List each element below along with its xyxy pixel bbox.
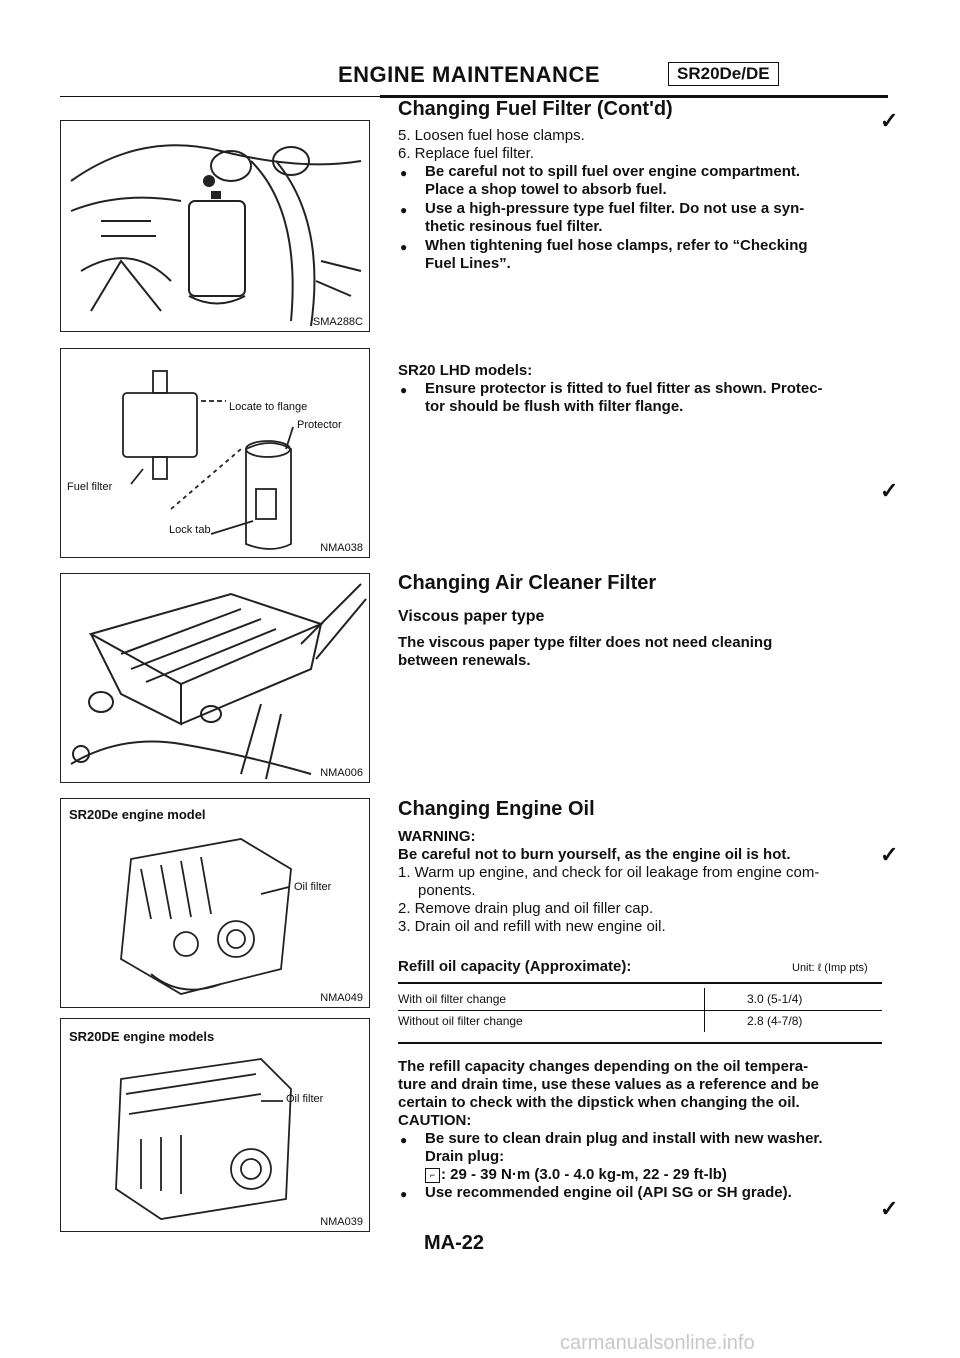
air-cleaner-text-line2: between renewals. xyxy=(398,652,531,669)
air-cleaner-text-line1: The viscous paper type filter does not need cleaning xyxy=(398,634,773,651)
bullet-icon: ● xyxy=(400,240,408,254)
bullet-icon: ● xyxy=(400,383,408,397)
header-rule-left xyxy=(60,96,380,97)
lhd-bullet-line1: Ensure protector is fitted to fuel fitter as shown. Protec- xyxy=(425,380,823,397)
table-cell-label: Without oil filter change xyxy=(398,1014,523,1029)
engine-drawing xyxy=(61,799,369,1007)
bullet-icon: ● xyxy=(400,166,408,180)
checkmark-icon: ✓ xyxy=(880,1196,899,1221)
table-cell-value: 3.0 (5-1/4) xyxy=(705,988,883,1010)
bullet-icon: ● xyxy=(400,1133,408,1147)
table-cell-label: With oil filter change xyxy=(398,991,507,1006)
bullet-icon: ● xyxy=(400,203,408,217)
oil-step-1-line2: ponents. xyxy=(418,882,476,899)
figure-code: NMA049 xyxy=(320,992,363,1004)
capacity-unit: Unit: ℓ (Imp pts) xyxy=(792,962,868,974)
model-tag: SR20De/DE xyxy=(668,62,779,86)
capacity-title: Refill oil capacity (Approximate): xyxy=(398,958,632,975)
caution-label: CAUTION: xyxy=(398,1112,472,1129)
capacity-rule xyxy=(398,982,882,984)
torque-wrench-icon: ⌐ xyxy=(425,1168,440,1183)
figure-sr20de-engines xyxy=(60,1018,370,1232)
oil-step-3: 3. Drain oil and refill with new engine oil. xyxy=(398,918,666,935)
page-header-title: ENGINE MAINTENANCE xyxy=(338,62,601,87)
label-lock-tab: Lock tab xyxy=(169,524,211,536)
figure-sr20de-engine xyxy=(60,798,370,1008)
air-cleaner-subtitle: Viscous paper type xyxy=(398,608,545,625)
figure-code: NMA006 xyxy=(320,767,363,779)
protector-drawing xyxy=(61,349,369,557)
bullet-1-line1: Be careful not to spill fuel over engine compartment. xyxy=(425,163,801,180)
table-cell-value: 2.8 (4-7/8) xyxy=(705,1010,883,1032)
note-line-2: ture and drain time, use these values as a reference and be xyxy=(398,1076,820,1093)
figure-title: SR20De engine model xyxy=(69,807,206,822)
figure-code: SMA288C xyxy=(312,316,363,328)
checkmark-icon: ✓ xyxy=(880,842,899,867)
note-line-3: certain to check with the dipstick when changing the oil. xyxy=(398,1094,800,1111)
label-oil-filter: Oil filter xyxy=(286,1093,324,1105)
bullet-3-line1: When tightening fuel hose clamps, refer to “Checking xyxy=(425,237,808,254)
oil-step-2: 2. Remove drain plug and oil filler cap. xyxy=(398,900,654,917)
figure-code: NMA039 xyxy=(320,1216,363,1228)
warning-text: Be careful not to burn yourself, as the engine oil is hot. xyxy=(398,846,791,863)
figure-title: SR20DE engine models xyxy=(69,1029,215,1044)
page-number: MA-22 xyxy=(424,1232,485,1254)
checkmark-icon: ✓ xyxy=(880,108,899,133)
section-title-fuel-filter: Changing Fuel Filter (Cont'd) xyxy=(398,98,673,120)
oil-step-1-line1: 1. Warm up engine, and check for oil leakage from engine com- xyxy=(398,864,820,881)
section-title-engine-oil: Changing Engine Oil xyxy=(398,798,595,820)
note-line-1: The refill capacity changes depending on the oil tempera- xyxy=(398,1058,809,1075)
caution-bullet-1: Be sure to clean drain plug and install with new washer. xyxy=(425,1130,823,1147)
figure-air-cleaner xyxy=(60,573,370,783)
label-fuel-filter: Fuel filter xyxy=(67,481,113,493)
bullet-icon: ● xyxy=(400,1187,408,1201)
step-5: 5. Loosen fuel hose clamps. xyxy=(398,127,585,144)
label-oil-filter: Oil filter xyxy=(294,881,332,893)
section-title-air-cleaner: Changing Air Cleaner Filter xyxy=(398,572,657,594)
label-protector: Protector xyxy=(297,419,342,431)
table-bottom-rule xyxy=(398,1042,882,1044)
bullet-2-line2: thetic resinous fuel filter. xyxy=(425,218,603,235)
fuel-filter-drawing xyxy=(61,121,369,331)
figure-protector-diagram xyxy=(60,348,370,558)
warning-label: WARNING: xyxy=(398,828,476,845)
bullet-1-line2: Place a shop towel to absorb fuel. xyxy=(425,181,667,198)
table-row xyxy=(398,1010,882,1032)
drain-plug-label: Drain plug: xyxy=(425,1148,505,1165)
figure-code: NMA038 xyxy=(320,542,363,554)
table-row xyxy=(398,988,882,1010)
oil-capacity-table xyxy=(398,988,882,1032)
figure-fuel-filter-photo xyxy=(60,120,370,332)
lhd-bullet-line2: tor should be flush with filter flange. xyxy=(425,398,684,415)
label-locate-to-flange: Locate to flange xyxy=(229,401,308,413)
drain-plug-torque: : 29 - 39 N·m (3.0 - 4.0 kg-m, 22 - 29 ft-lb) xyxy=(441,1166,727,1183)
air-cleaner-drawing xyxy=(61,574,369,782)
checkmark-icon: ✓ xyxy=(880,478,899,503)
bullet-3-line2: Fuel Lines”. xyxy=(425,255,511,272)
lhd-heading: SR20 LHD models: xyxy=(398,362,533,379)
watermark: carmanualsonline.info xyxy=(560,1332,755,1354)
engine-drawing-2 xyxy=(61,1019,369,1231)
step-6: 6. Replace fuel filter. xyxy=(398,145,534,162)
bullet-2-line1: Use a high-pressure type fuel filter. Do not use a syn- xyxy=(425,200,805,217)
caution-bullet-2: Use recommended engine oil (API SG or SH grade). xyxy=(425,1184,792,1201)
